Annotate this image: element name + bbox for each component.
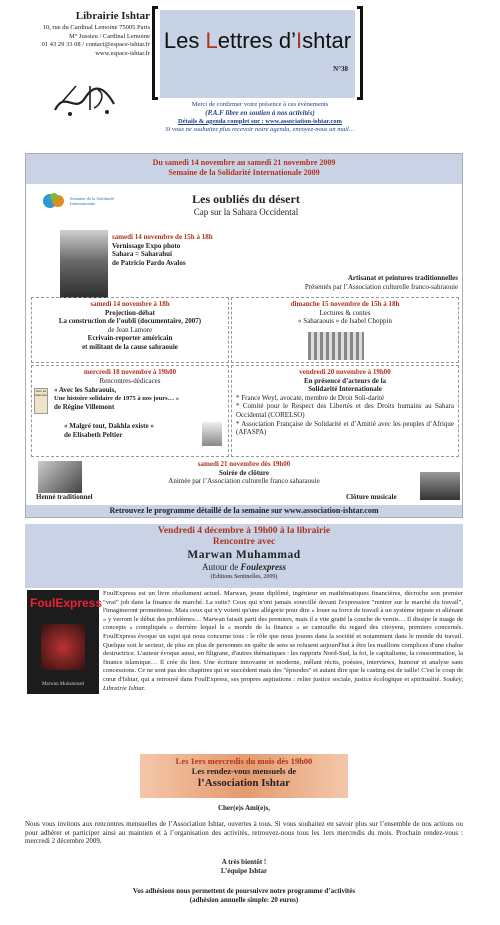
actors-france-weyl: * France Weyl, avocate, membre de Droit Soli-darité	[236, 393, 385, 402]
signing-date: mercredi 18 novembre à 19h00	[83, 368, 177, 376]
week-title: Semaine de la Solidarité Internationale 2009	[168, 168, 320, 177]
signing-book-2: « Malgré tout, Dakhla existe »	[64, 421, 154, 430]
projection-film: La construction de l’oubli (documentaire, 2007)	[58, 317, 202, 326]
signing-box	[31, 365, 229, 457]
actors-date: vendredi 20 novembre à 19h00	[299, 368, 391, 376]
henna-label: Henné traditionnel	[36, 493, 93, 501]
book-cover-dakhla	[202, 422, 222, 446]
projection-role-2: et militant de la cause sahraouie	[82, 342, 178, 351]
shop-contact	[8, 24, 150, 58]
calligraphy-logo	[50, 80, 120, 120]
book-review-text: FoulExpress est un livre résolument actuel. Marwan, jeune diplômé, ingénieur en mathématiques financières, décroche son premier "vrai" job dans la finance de marché. La suite? Ceux qui n'ont jamais sourcillé devant l'expression "rentrer sur le marché du travail", l'imagineront prometteuse. Mais ceux qui n'y voient qu'une allégorie pour dire « louer sa force de travail à un système injuste et aliénant » y verront le début des problèmes… Marwan faisait parti des premiers, mais il a vite gratté la couche de vernis… Il dissipe le nuage de concepts « compliqués » derrière lequel le « monde de la finance » se camoufle du regard des citoyens, premiers concernés. FoulExpress évoque un sujet qui nous concerne tous : le rôle que nous jouons dans la société et notamment dans le monde du travail. Quelque soit le secteur, de plus en plus de personnes en quête de sens se refusent aujourd'hui à être les maillons complices d'une chaîne destructrice. L'auteur évoque aussi, en filigrane, d'autres thématiques : les rapports Nord-Sud, la foi, le capitalisme, la consommation, la finance islamique… Il crée du lien. Une écriture innovante et moderne, mêlant récits, poésies, interviews, humour et analyse sans concessions. Ce ne sont pas des chapitres qui se succèdent mais des "épisodes" et autant dire que le casting est de taille! C'est le coup de cœur d'Ishtar, qui a retrouvé dans FoulExpress, ses propres aspirations : relier justice sociale, justice écologique et spiritualité.	[103, 590, 463, 683]
title-bracket-right	[357, 6, 363, 100]
notice-confirm: Merci de confirmer votre présence à ces évènements	[191, 101, 329, 108]
notice-unsubscribe: Si vous ne souhaitez plus recevoir notre agenda, envoyez-nous un mail…	[165, 126, 355, 134]
book-title: Foulexpress	[240, 562, 286, 572]
book-date: Vendredi 4 décembre à 19h00 à la librairie	[157, 526, 331, 536]
meetings-greeting: Cher(e)s Ami(e)s,	[217, 804, 271, 812]
actors-afaspa: * Association Française de Solidarité et d’Amitié avec les peuples d’Afrique (AFASPA)	[236, 419, 454, 437]
crafts-title: Artisanat et peintures traditionnelles	[347, 274, 458, 282]
expo-line-1: Vernissage Expo photo	[112, 241, 181, 250]
projection-director: de Jean Lamore	[107, 325, 153, 334]
meetings-title: Les 1ers mercredis du mois dès 19h00	[175, 756, 313, 766]
signing-book-1-sub: Une histoire solidaire de 1975 à nos jours… »	[54, 394, 180, 402]
book-publisher: (Editions Sentinelles, 2009)	[210, 574, 278, 580]
book-author: Marwan Muhammad	[187, 549, 301, 561]
website-link[interactable]: www.espace-ishtar.fr	[95, 49, 150, 57]
meetings-body: Nous vous invitons aux rencontres mensuelles de l’Association Ishtar, ouvertes à tous. Si vous souhaitez en savoir plus sur l’ensemble de nos actions ou pour adhérer et participer ainsi au maintien et à l’organisation des activités, retrouvez-nous tous les 1ers mercredis du mois. Prochain rendez-vous : mercredi 2 décembre 2009.	[25, 820, 463, 846]
issue-number: N°38	[333, 65, 348, 73]
crafts-by: Présentés par l’Association culturelle franco-sahraouie	[304, 282, 458, 291]
membership-line-1: Vos adhésions nous permettent de poursuivre notre programme d’activités	[132, 887, 356, 895]
closing-music-label: Clôture musicale	[346, 493, 397, 501]
signing-author-1: de Régine Villemont	[54, 403, 115, 412]
solidarity-week-section	[25, 153, 463, 518]
expo-block	[112, 233, 312, 267]
closing-title: Soirée de clôture	[218, 468, 270, 477]
projection-title: Projection-débat	[104, 308, 156, 317]
notice-paf: (P.A.F libre en soutien à nos activités)	[205, 109, 315, 118]
readings-date: dimanche 15 novembre de 15h à 18h	[290, 300, 400, 308]
book-cover-author: Marwan Muhammad	[41, 682, 85, 687]
title-box	[160, 10, 355, 98]
week-main-subtitle: Cap sur la Sahara Occidental	[193, 207, 299, 217]
readings-title: Lectures & contes	[319, 308, 371, 317]
meetings-assoc: l’Association Ishtar	[198, 777, 290, 789]
actors-box	[231, 365, 459, 457]
week-main-title: Les oubliés du désert	[192, 192, 300, 206]
meetings-signoff	[25, 858, 463, 875]
music-photo	[420, 472, 460, 500]
notice-block	[140, 101, 380, 135]
signing-title: Rencontres-dédicaces	[99, 376, 161, 385]
signing-book-1: « Avec les Sahraouis,	[54, 386, 117, 395]
week-dates: Du samedi 14 novembre au samedi 21 novembre 2009	[152, 158, 336, 167]
meetings-banner	[140, 754, 348, 798]
ssi-logo-icon	[41, 192, 69, 210]
meetings-bientot: A très bientôt !	[221, 858, 267, 866]
crafts-block	[176, 274, 458, 291]
meetings-section	[25, 754, 463, 919]
closing-date: samedi 21 novembre dès 19h00	[197, 460, 291, 468]
readings-photo	[308, 332, 364, 360]
week-footer[interactable]: Retrouvez le programme détaillé de la semaine sur www.association-ishtar.com	[26, 505, 462, 517]
readings-work: « Saharaouis » de Isabel Choppin	[298, 317, 392, 326]
expo-line-2: Sahara = Saharahui	[112, 250, 173, 259]
address: 10, rue du Cardinal Lemoine 75005 Paris	[42, 24, 150, 31]
shop-name: Librairie Ishtar	[75, 10, 150, 22]
photographer-photo	[60, 230, 108, 298]
book-cover-title: FoulExpress	[30, 596, 103, 610]
book-section	[25, 524, 463, 744]
actors-line-2: Solidarité Internationale	[308, 385, 382, 394]
expo-date: samedi 14 novembre de 15h à 18h	[112, 233, 213, 241]
notice-details-link[interactable]: Détails & agenda complet sur : www.association-ishtar.com	[178, 117, 342, 125]
signing-author-2: de Elisabeth Peltier	[64, 430, 123, 439]
membership-line-2: (adhésion annuelle simple: 20 euros)	[189, 895, 299, 904]
metro: M° Jussieu / Cardinal Lemoine	[69, 32, 150, 40]
title-bracket-left	[152, 6, 158, 100]
book-review-signature: Soukey, Librairie Ishtar.	[103, 675, 463, 692]
closing-block	[126, 460, 362, 486]
ssi-logo-text: Semaine de la Solidarité Internationale	[70, 196, 114, 206]
actors-corelso: * Comité pour le Respect des Libertés et des Droits humains au Sahara Occidental (CORELSO)	[236, 402, 454, 419]
phone-email[interactable]: 01 43 29 33 08 / contact@espace-ishtar.fr	[41, 41, 150, 48]
membership-block	[25, 887, 463, 904]
book-cover-sahraouis: Avec les Sahraouis	[34, 388, 48, 414]
actors-line-1: En présence d’acteurs de la	[303, 376, 387, 385]
book-banner	[25, 524, 463, 588]
book-autour: Autour de Foulexpress	[201, 562, 286, 572]
book-review	[25, 590, 463, 698]
expo-line-3: de Patricio Pardo Avalos	[112, 258, 186, 267]
newsletter-title: Les Lettres d’Ishtar	[163, 28, 352, 53]
meetings-equipe: L’équipe Ishtar	[220, 866, 268, 875]
projection-box	[31, 297, 229, 363]
closing-by: Animée par l’Association culturelle franco saharaouie	[168, 477, 320, 486]
book-meet: Rencontre avec	[212, 537, 276, 547]
henna-photo	[38, 461, 82, 493]
projection-date: samedi 14 novembre à 18h	[90, 300, 170, 308]
meetings-subtitle: Les rendez-vous mensuels de	[191, 766, 297, 776]
readings-box	[231, 297, 459, 363]
projection-role-1: Ecrivain-reporter américain	[87, 334, 173, 343]
week-banner	[26, 154, 462, 184]
cover-float-spacer	[25, 590, 103, 698]
